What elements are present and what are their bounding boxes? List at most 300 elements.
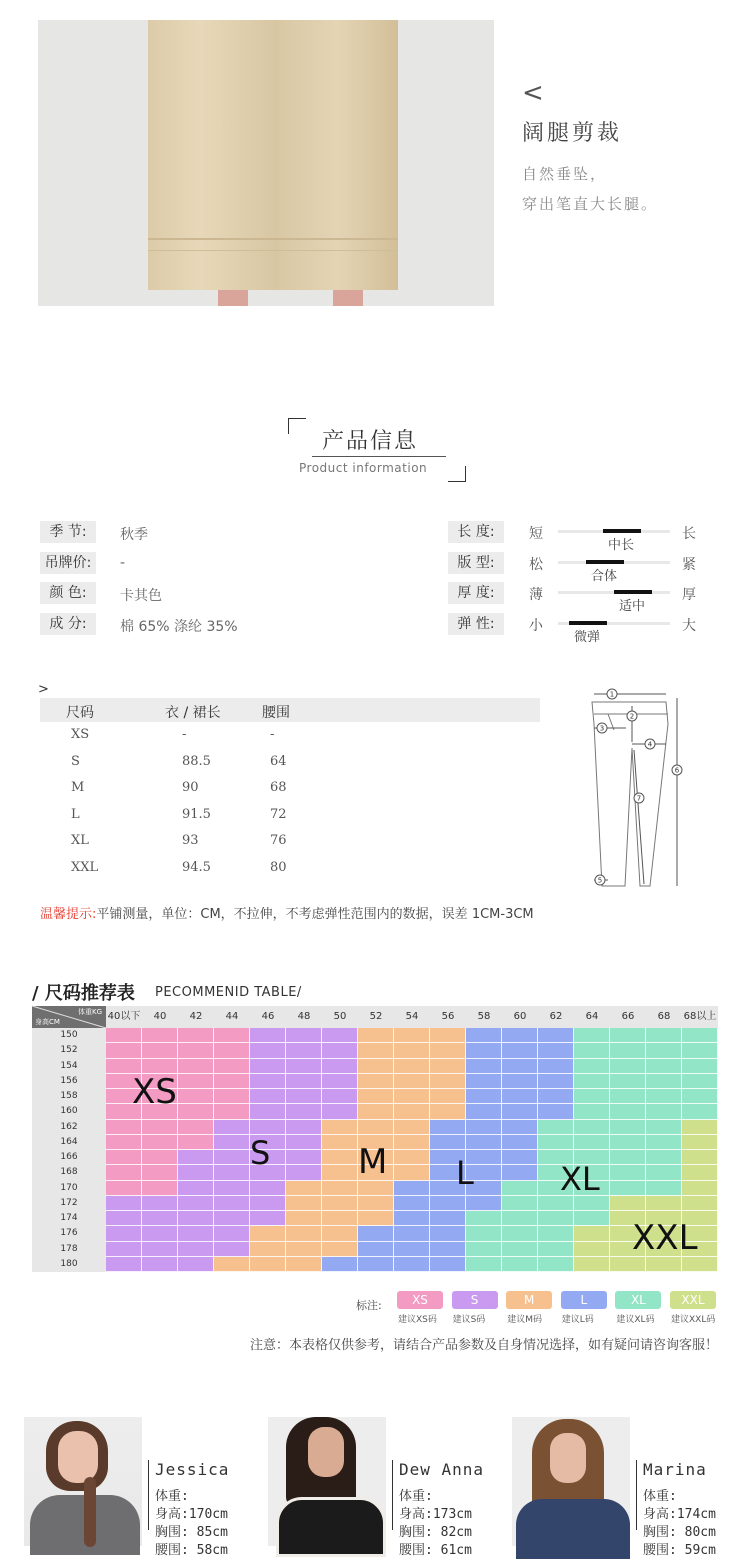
- grid-weight-header: 66: [610, 1006, 646, 1028]
- grid-cell: [286, 1089, 322, 1104]
- grid-cell: [214, 1150, 250, 1165]
- grid-cell: [178, 1211, 214, 1226]
- grid-cell: [286, 1211, 322, 1226]
- grid-weight-header: 42: [178, 1006, 214, 1028]
- grid-cell: [358, 1120, 394, 1135]
- grid-cell: [178, 1120, 214, 1135]
- grid-cell: [286, 1226, 322, 1241]
- heading-corner-bottom-right: [448, 466, 466, 482]
- size-cell: -: [182, 727, 187, 742]
- pant-hem-line: [148, 250, 398, 251]
- grid-cell: [250, 1043, 286, 1058]
- grid-cell: [250, 1226, 286, 1241]
- grid-cell: [394, 1242, 430, 1257]
- model-divider: [636, 1460, 637, 1530]
- grid-cell: [394, 1028, 430, 1043]
- pants-measure-diagram: [578, 684, 690, 898]
- grid-corner-weight: 体重KG: [77, 1008, 102, 1016]
- grid-cell: [106, 1135, 142, 1150]
- grid-cell: [610, 1059, 646, 1074]
- grid-cell: [646, 1059, 682, 1074]
- grid-cell: [214, 1211, 250, 1226]
- scale-caption: 微弹: [574, 630, 601, 645]
- size-cell: 76: [270, 833, 287, 848]
- model-measure: 身高:174cm: [643, 1507, 716, 1522]
- size-cell: XS: [71, 727, 90, 742]
- grid-cell: [682, 1135, 718, 1150]
- attr-value: 秋季: [120, 527, 148, 543]
- model-photo-dew-anna: [268, 1417, 386, 1546]
- grid-corner-height: 身高CM: [35, 1018, 60, 1026]
- grid-cell: [610, 1104, 646, 1119]
- grid-cell: [322, 1074, 358, 1089]
- pant-hem: [148, 238, 398, 240]
- model-measure: 身高:173cm: [399, 1507, 472, 1522]
- scale-left-text: 松: [529, 557, 543, 573]
- grid-cell: [214, 1242, 250, 1257]
- size-table-header: [40, 698, 540, 722]
- grid-cell: [358, 1181, 394, 1196]
- scale-label: 弹 性:: [448, 613, 504, 635]
- diagram-num-4: 4: [647, 740, 653, 749]
- legend-caption: 建议M码: [507, 1315, 542, 1325]
- grid-cell: [358, 1104, 394, 1119]
- grid-cell: [466, 1135, 502, 1150]
- scale-right-text: 大: [682, 618, 696, 634]
- size-recommend-grid: [32, 1006, 718, 1272]
- scale-marker: [603, 529, 641, 533]
- grid-height-label: 158: [32, 1089, 106, 1104]
- grid-weight-header: 48: [286, 1006, 322, 1028]
- grid-cell: [322, 1089, 358, 1104]
- grid-cell: [574, 1028, 610, 1043]
- grid-cell: [322, 1242, 358, 1257]
- legend-caption: 建议XXL码: [671, 1315, 716, 1325]
- grid-cell: [106, 1150, 142, 1165]
- grid-cell: [142, 1226, 178, 1241]
- grid-weight-header: 54: [394, 1006, 430, 1028]
- size-table-arrow: >: [38, 682, 49, 697]
- grid-cell: [106, 1211, 142, 1226]
- grid-cell: [502, 1104, 538, 1119]
- grid-cell: [178, 1059, 214, 1074]
- grid-cell: [250, 1104, 286, 1119]
- grid-cell: [106, 1043, 142, 1058]
- grid-cell: [574, 1043, 610, 1058]
- legend-caption: 建议L码: [561, 1315, 594, 1325]
- grid-cell: [610, 1165, 646, 1180]
- size-cell: 90: [182, 780, 199, 795]
- grid-cell: [682, 1043, 718, 1058]
- grid-cell: [394, 1074, 430, 1089]
- product-info-subtitle: Product information: [299, 461, 428, 475]
- legend-swatch: XL: [615, 1291, 661, 1309]
- grid-cell: [502, 1089, 538, 1104]
- grid-cell: [394, 1211, 430, 1226]
- grid-cell: [394, 1120, 430, 1135]
- size-cell: 91.5: [182, 806, 211, 822]
- grid-cell: [574, 1104, 610, 1119]
- grid-cell: [178, 1104, 214, 1119]
- scale-left-text: 薄: [529, 587, 543, 603]
- grid-cell: [178, 1089, 214, 1104]
- grid-height-label: 176: [32, 1226, 106, 1241]
- size-cell: 80: [270, 859, 287, 875]
- grid-weight-header: 68: [646, 1006, 682, 1028]
- grid-cell: [538, 1242, 574, 1257]
- hero-product-photo: [38, 20, 494, 306]
- legend-caption: 建议S码: [452, 1315, 486, 1325]
- grid-cell: [178, 1074, 214, 1089]
- grid-cell: [214, 1043, 250, 1058]
- model-measure: 腰围: 59cm: [643, 1543, 716, 1558]
- model-photo-marina: [512, 1417, 630, 1546]
- grid-cell: [322, 1211, 358, 1226]
- grid-cell: [178, 1196, 214, 1211]
- grid-cell: [646, 1181, 682, 1196]
- diagram-num-3: 3: [599, 724, 605, 733]
- grid-height-label: 160: [32, 1104, 106, 1119]
- grid-cell: [250, 1089, 286, 1104]
- scale-marker: [614, 590, 652, 594]
- grid-cell: [574, 1196, 610, 1211]
- grid-cell: [502, 1211, 538, 1226]
- grid-cell: [178, 1257, 214, 1272]
- grid-cell: [394, 1089, 430, 1104]
- grid-cell: [682, 1196, 718, 1211]
- grid-cell: [682, 1181, 718, 1196]
- grid-cell: [322, 1226, 358, 1241]
- size-cell: L: [71, 806, 80, 822]
- grid-cell: [286, 1074, 322, 1089]
- grid-cell: [430, 1242, 466, 1257]
- model-weight-label: 体重:: [643, 1489, 677, 1504]
- grid-cell: [142, 1211, 178, 1226]
- grid-cell: [322, 1257, 358, 1272]
- grid-cell: [610, 1196, 646, 1211]
- grid-cell: [502, 1196, 538, 1211]
- grid-cell: [250, 1257, 286, 1272]
- grid-cell: [538, 1028, 574, 1043]
- grid-cell: [106, 1242, 142, 1257]
- grid-cell: [610, 1150, 646, 1165]
- grid-cell: [646, 1150, 682, 1165]
- grid-cell: [394, 1135, 430, 1150]
- grid-height-label: 166: [32, 1150, 106, 1165]
- grid-cell: [286, 1150, 322, 1165]
- product-info-divider: [312, 456, 446, 457]
- grid-cell: [106, 1226, 142, 1241]
- grid-cell: [430, 1059, 466, 1074]
- grid-cell: [610, 1135, 646, 1150]
- size-cell: 88.5: [182, 753, 211, 769]
- grid-weight-header: 44: [214, 1006, 250, 1028]
- legend-caption: 建议XS码: [398, 1315, 437, 1325]
- grid-cell: [358, 1226, 394, 1241]
- grid-cell: [286, 1165, 322, 1180]
- grid-cell: [538, 1120, 574, 1135]
- grid-cell: [178, 1043, 214, 1058]
- size-cell: -: [270, 727, 275, 742]
- grid-cell: [358, 1059, 394, 1074]
- grid-cell: [142, 1135, 178, 1150]
- grid-cell: [466, 1196, 502, 1211]
- grid-cell: [430, 1226, 466, 1241]
- size-cell: XL: [71, 833, 89, 848]
- grid-cell: [394, 1196, 430, 1211]
- grid-cell: [610, 1074, 646, 1089]
- scale-right-text: 紧: [682, 557, 696, 573]
- grid-cell: [682, 1059, 718, 1074]
- grid-cell: [682, 1104, 718, 1119]
- grid-zone-label: XL: [560, 1160, 600, 1198]
- attr-label: 成 分:: [40, 613, 96, 635]
- grid-cell: [538, 1196, 574, 1211]
- scale-caption: 合体: [591, 569, 618, 584]
- size-header-waist: 腰围: [262, 705, 290, 721]
- model-name: Dew Anna: [399, 1460, 485, 1479]
- grid-cell: [394, 1181, 430, 1196]
- grid-cell: [214, 1074, 250, 1089]
- grid-cell: [214, 1226, 250, 1241]
- grid-weight-header: 50: [322, 1006, 358, 1028]
- attr-value: 卡其色: [120, 588, 162, 604]
- grid-cell: [646, 1074, 682, 1089]
- grid-cell: [502, 1165, 538, 1180]
- foot-left: [218, 290, 248, 306]
- grid-cell: [322, 1059, 358, 1074]
- grid-cell: [286, 1135, 322, 1150]
- attr-label: 季 节:: [40, 521, 96, 543]
- grid-cell: [322, 1120, 358, 1135]
- grid-weight-header: 68以上: [682, 1006, 718, 1028]
- scale-label: 版 型:: [448, 552, 504, 574]
- chevron-left-icon[interactable]: <: [522, 78, 544, 108]
- grid-cell: [358, 1196, 394, 1211]
- grid-cell: [538, 1074, 574, 1089]
- grid-cell: [358, 1257, 394, 1272]
- grid-weight-header: 46: [250, 1006, 286, 1028]
- grid-cell: [646, 1104, 682, 1119]
- model-name: Marina: [643, 1460, 707, 1479]
- grid-weight-header: 40: [142, 1006, 178, 1028]
- grid-cell: [466, 1074, 502, 1089]
- grid-cell: [322, 1135, 358, 1150]
- grid-cell: [538, 1226, 574, 1241]
- grid-cell: [394, 1226, 430, 1241]
- grid-cell: [106, 1196, 142, 1211]
- scale-label: 长 度:: [448, 521, 504, 543]
- grid-cell: [682, 1028, 718, 1043]
- size-cell: S: [71, 753, 80, 769]
- grid-cell: [646, 1165, 682, 1180]
- grid-weight-header: 52: [358, 1006, 394, 1028]
- grid-cell: [214, 1059, 250, 1074]
- model-measure: 胸围: 82cm: [399, 1525, 472, 1540]
- grid-cell: [502, 1059, 538, 1074]
- grid-cell: [142, 1028, 178, 1043]
- grid-cell: [142, 1181, 178, 1196]
- model-name: Jessica: [155, 1460, 230, 1479]
- grid-cell: [430, 1043, 466, 1058]
- grid-cell: [142, 1120, 178, 1135]
- model-weight-label: 体重:: [155, 1489, 189, 1504]
- grid-cell: [394, 1150, 430, 1165]
- grid-cell: [142, 1196, 178, 1211]
- scale-left-text: 小: [529, 618, 543, 634]
- grid-height-label: 150: [32, 1028, 106, 1043]
- scale-label: 厚 度:: [448, 582, 504, 604]
- grid-weight-header: 56: [430, 1006, 466, 1028]
- hero-sub-line-1: 自然垂坠，: [522, 165, 608, 183]
- foot-right: [333, 290, 363, 306]
- grid-cell: [214, 1165, 250, 1180]
- grid-cell: [646, 1120, 682, 1135]
- grid-cell: [574, 1226, 610, 1241]
- grid-cell: [250, 1059, 286, 1074]
- grid-cell: [646, 1196, 682, 1211]
- diagram-num-2: 2: [629, 712, 635, 721]
- grid-cell: [106, 1120, 142, 1135]
- grid-cell: [178, 1150, 214, 1165]
- attr-label: 颜 色:: [40, 582, 96, 604]
- grid-height-label: 170: [32, 1181, 106, 1196]
- grid-zone-label: L: [456, 1154, 474, 1192]
- grid-cell: [322, 1196, 358, 1211]
- grid-cell: [286, 1104, 322, 1119]
- grid-cell: [502, 1043, 538, 1058]
- grid-cell: [214, 1104, 250, 1119]
- model-measure: 腰围: 61cm: [399, 1543, 472, 1558]
- legend-swatch: XXL: [670, 1291, 716, 1309]
- grid-cell: [502, 1257, 538, 1272]
- grid-cell: [502, 1150, 538, 1165]
- model-measure: 腰围: 58cm: [155, 1543, 228, 1558]
- grid-cell: [286, 1257, 322, 1272]
- grid-cell: [142, 1242, 178, 1257]
- size-cell: 94.5: [182, 859, 211, 875]
- grid-cell: [466, 1120, 502, 1135]
- grid-cell: [466, 1043, 502, 1058]
- grid-cell: [430, 1104, 466, 1119]
- attr-value: 棉 65% 涤纶 35%: [120, 619, 238, 635]
- grid-cell: [502, 1120, 538, 1135]
- grid-cell: [430, 1135, 466, 1150]
- grid-height-label: 152: [32, 1043, 106, 1058]
- grid-cell: [466, 1226, 502, 1241]
- model-measure: 身高:170cm: [155, 1507, 228, 1522]
- grid-cell: [574, 1257, 610, 1272]
- grid-cell: [106, 1165, 142, 1180]
- grid-cell: [214, 1089, 250, 1104]
- scale-marker: [586, 560, 624, 564]
- grid-height-label: 172: [32, 1196, 106, 1211]
- grid-cell: [106, 1028, 142, 1043]
- grid-cell: [538, 1104, 574, 1119]
- model-divider: [148, 1460, 149, 1530]
- grid-cell: [646, 1135, 682, 1150]
- grid-cell: [358, 1242, 394, 1257]
- size-cell: M: [71, 780, 85, 795]
- model-divider: [392, 1460, 393, 1530]
- size-cell: 72: [270, 806, 287, 822]
- size-header-size: 尺码: [66, 705, 94, 721]
- attr-value: -: [120, 555, 126, 571]
- grid-height-label: 162: [32, 1120, 106, 1135]
- grid-cell: [322, 1165, 358, 1180]
- grid-cell: [286, 1242, 322, 1257]
- model-measure: 胸围: 85cm: [155, 1525, 228, 1540]
- grid-cell: [682, 1257, 718, 1272]
- grid-cell: [430, 1089, 466, 1104]
- grid-height-label: 178: [32, 1242, 106, 1257]
- legend-swatch: L: [561, 1291, 607, 1309]
- grid-cell: [214, 1120, 250, 1135]
- grid-cell: [358, 1028, 394, 1043]
- warm-tip-text: 平铺测量，单位：CM，不拉伸，不考虑弹性范围内的数据，误差 1CM-3CM: [96, 907, 534, 922]
- grid-cell: [574, 1135, 610, 1150]
- grid-cell: [142, 1150, 178, 1165]
- grid-cell: [502, 1074, 538, 1089]
- grid-cell: [214, 1181, 250, 1196]
- grid-cell: [250, 1181, 286, 1196]
- grid-cell: [178, 1226, 214, 1241]
- grid-weight-header: 64: [574, 1006, 610, 1028]
- size-header-length: 衣 / 裙长: [165, 705, 221, 721]
- grid-cell: [574, 1211, 610, 1226]
- grid-cell: [358, 1074, 394, 1089]
- legend-label: 标注:: [356, 1299, 382, 1312]
- grid-cell: [430, 1074, 466, 1089]
- grid-cell: [286, 1196, 322, 1211]
- grid-cell: [178, 1028, 214, 1043]
- grid-cell: [286, 1043, 322, 1058]
- grid-cell: [610, 1257, 646, 1272]
- grid-cell: [178, 1165, 214, 1180]
- grid-cell: [682, 1089, 718, 1104]
- grid-cell: [682, 1165, 718, 1180]
- grid-cell: [574, 1120, 610, 1135]
- grid-cell: [682, 1150, 718, 1165]
- grid-cell: [466, 1242, 502, 1257]
- recommend-title: / 尺码推荐表: [32, 983, 135, 1004]
- scale-marker: [569, 621, 607, 625]
- scale-right-text: 厚: [682, 587, 696, 603]
- grid-cell: [250, 1242, 286, 1257]
- grid-cell: [250, 1028, 286, 1043]
- grid-cell: [214, 1135, 250, 1150]
- grid-corner: [32, 1006, 106, 1028]
- attr-label: 吊牌价:: [40, 552, 96, 574]
- grid-cell: [430, 1211, 466, 1226]
- grid-cell: [106, 1257, 142, 1272]
- grid-cell: [250, 1074, 286, 1089]
- grid-zone-label: M: [358, 1142, 388, 1182]
- grid-cell: [214, 1196, 250, 1211]
- recommend-note: 注意：本表格仅供参考，请结合产品参数及自身情况选择，如有疑问请咨询客服！: [250, 1338, 719, 1353]
- grid-height-label: 156: [32, 1074, 106, 1089]
- grid-cell: [250, 1211, 286, 1226]
- hero-sub-line-2: 穿出笔直大长腿。: [522, 195, 659, 213]
- grid-zone-label: XS: [132, 1072, 177, 1112]
- grid-cell: [502, 1028, 538, 1043]
- grid-cell: [142, 1257, 178, 1272]
- grid-height-label: 154: [32, 1059, 106, 1074]
- diagram-num-1: 1: [609, 690, 615, 699]
- size-cell: 64: [270, 753, 287, 769]
- grid-cell: [538, 1211, 574, 1226]
- model-photo-jessica: [24, 1417, 142, 1546]
